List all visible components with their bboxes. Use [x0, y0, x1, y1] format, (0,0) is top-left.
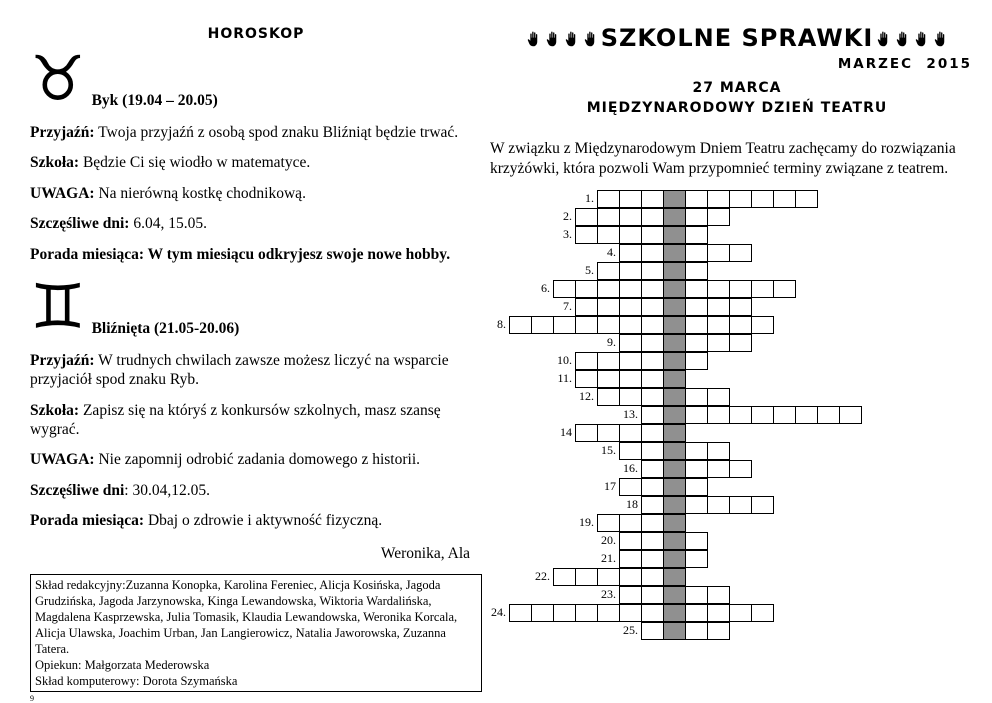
credits-line: Opiekun: Małgorzata Mederowska — [35, 657, 210, 672]
crossword-cell[interactable] — [619, 244, 642, 262]
crossword-cell[interactable] — [619, 604, 642, 622]
crossword-cell[interactable] — [685, 352, 708, 370]
hand-icon — [563, 30, 580, 47]
horoscope-entry — [30, 450, 482, 469]
crossword-cell[interactable] — [597, 370, 620, 388]
crossword-cell[interactable] — [685, 208, 708, 226]
entry-label: Porada miesiąca: — [30, 512, 145, 530]
event-date: 27 MARCA — [692, 80, 782, 96]
crossword-cell[interactable] — [641, 424, 664, 442]
masthead — [490, 24, 984, 52]
entry-label: Szkoła: — [30, 401, 80, 419]
crossword-cell[interactable] — [509, 604, 532, 622]
crossword-cell[interactable] — [597, 604, 620, 622]
crossword-cell[interactable] — [707, 406, 730, 424]
crossword-cell[interactable] — [553, 280, 576, 298]
entry-label: UWAGA: — [30, 184, 95, 202]
crossword-cell[interactable] — [641, 316, 664, 334]
crossword-cell[interactable] — [729, 316, 752, 334]
page-number: 9 — [30, 693, 34, 703]
crossword-cell[interactable] — [619, 478, 642, 496]
crossword-cell[interactable] — [751, 280, 774, 298]
crossword-cell[interactable] — [553, 316, 576, 334]
crossword-cell[interactable] — [773, 280, 796, 298]
crossword-cell[interactable] — [641, 388, 664, 406]
crossword-cell[interactable] — [597, 316, 620, 334]
crossword-cell[interactable] — [795, 190, 818, 208]
crossword-cell[interactable] — [729, 334, 752, 352]
entry-text: : 30.04,12.05. — [124, 481, 210, 499]
event-title: MIĘDZYNARODOWY DZIEŃ TEATRU — [586, 100, 888, 117]
crossword-cell[interactable] — [619, 514, 642, 532]
crossword-cell[interactable] — [729, 496, 752, 514]
crossword-cell[interactable] — [641, 370, 664, 388]
crossword-clue-number: 16. — [623, 461, 638, 475]
crossword-cell[interactable] — [641, 478, 664, 496]
crossword-clue-number: 19. — [579, 515, 594, 529]
crossword-grid — [491, 190, 980, 645]
crossword-row — [560, 424, 686, 442]
crossword-clue-number: 18 — [626, 497, 638, 511]
crossword-cell[interactable] — [707, 586, 730, 604]
crossword-cell[interactable] — [641, 514, 664, 532]
crossword-cell[interactable] — [707, 604, 730, 622]
hand-icon — [544, 30, 561, 47]
crossword-cell[interactable] — [641, 226, 664, 244]
crossword-cell[interactable] — [751, 496, 774, 514]
crossword-cell[interactable] — [751, 604, 774, 622]
crossword-clue-number: 14 — [560, 425, 572, 439]
crossword-cell[interactable] — [707, 496, 730, 514]
crossword-cell[interactable] — [729, 244, 752, 262]
crossword-cell[interactable] — [553, 568, 576, 586]
horoscope-entry — [30, 401, 482, 440]
crossword-row — [601, 586, 730, 604]
crossword-row — [623, 460, 752, 478]
crossword-clue-number: 17 — [604, 479, 616, 493]
entry-text: Będzie Ci się wiodło w matematyce. — [79, 154, 311, 172]
hand-icons-left — [524, 30, 600, 47]
crossword-cell[interactable] — [707, 388, 730, 406]
crossword-cell-shaded[interactable] — [663, 370, 686, 388]
crossword-cell[interactable] — [597, 262, 620, 280]
crossword-cell[interactable] — [707, 334, 730, 352]
crossword-row — [607, 244, 752, 262]
crossword-row — [563, 226, 708, 244]
crossword-clue-number: 20. — [601, 533, 616, 547]
crossword-cell[interactable] — [619, 262, 642, 280]
crossword-cell[interactable] — [685, 478, 708, 496]
gemini-section-head — [30, 269, 482, 343]
crossword-cell[interactable] — [685, 532, 708, 550]
intro-text: W związku z Międzynarodowym Dniem Teatru zachęcamy do rozwiązania krzyżówki, która pozwoli Wam przypomnieć terminy związane z teatrem. — [490, 139, 956, 177]
crossword-cell-shaded[interactable] — [663, 262, 686, 280]
authors-signature: Weronika, Ala — [380, 544, 470, 562]
crossword-cell-shaded[interactable] — [663, 604, 686, 622]
crossword-clue-number: 24. — [491, 605, 506, 619]
hand-icon — [582, 30, 599, 47]
crossword-clue-number: 12. — [579, 389, 594, 403]
crossword-row — [604, 478, 708, 496]
crossword-clue-number: 7. — [563, 299, 572, 313]
crossword-cell[interactable] — [685, 244, 708, 262]
crossword-row — [557, 352, 708, 370]
credits-box — [30, 574, 482, 692]
crossword-cell[interactable] — [707, 280, 730, 298]
crossword-cell[interactable] — [531, 316, 554, 334]
crossword-cell-shaded[interactable] — [663, 478, 686, 496]
credits-line: Skład redakcyjny:Zuzanna Konopka, Karolina Fereniec, Alicja Kosińska, Jagoda Grudzińska, Jagoda Jarzynowska, Kinga Lewandowska, Wiktoria Wardalińska, Magdalena Kasprzewska, Julia Tomasik, Klaudia Lewandowska, Weronika Korcala, Alicja Ulawska, Joachim Urban, Jan Langierowicz, Natalia Jaworowska, Zuzanna Tatera. — [35, 577, 458, 656]
entry-text: Zapisz się na któryś z konkursów szkolnych, masz szansę wygrać. — [30, 401, 441, 438]
issue-date: MARZEC 2015 — [837, 56, 972, 72]
crossword-row — [541, 280, 796, 298]
crossword-cell-shaded[interactable] — [663, 442, 686, 460]
taurus-section-head — [30, 42, 482, 115]
crossword-clue-number: 25. — [623, 623, 638, 637]
horoscope-entry — [30, 123, 482, 142]
crossword-clue-number: 15. — [601, 443, 616, 457]
crossword-clue-number: 4. — [607, 245, 616, 259]
entry-text: W tym miesiącu odkryjesz swoje nowe hobby. — [144, 245, 451, 263]
entry-label: Przyjaźń: — [30, 351, 95, 369]
horoskop-title: HOROSKOP — [207, 26, 305, 42]
crossword-clue-number: 23. — [601, 587, 616, 601]
crossword-cell[interactable] — [751, 316, 774, 334]
crossword-cell[interactable] — [729, 190, 752, 208]
crossword-row — [557, 370, 686, 388]
horoscope-entry — [30, 184, 482, 203]
crossword-cell[interactable] — [575, 208, 598, 226]
crossword-cell[interactable] — [575, 280, 598, 298]
crossword-row — [585, 262, 708, 280]
crossword-cell[interactable] — [597, 298, 620, 316]
crossword-cell[interactable] — [707, 244, 730, 262]
crossword-cell[interactable] — [729, 280, 752, 298]
crossword-cell[interactable] — [773, 190, 796, 208]
horoscope-entry — [30, 481, 482, 500]
entry-label: Porada miesiąca: — [30, 245, 145, 263]
crossword-cell-shaded[interactable] — [663, 334, 686, 352]
crossword-cell[interactable] — [641, 334, 664, 352]
crossword-cell[interactable] — [751, 406, 774, 424]
crossword-cell-shaded[interactable] — [663, 190, 686, 208]
crossword-cell[interactable] — [619, 190, 642, 208]
horoscope-entry — [30, 214, 482, 233]
crossword-cell[interactable] — [597, 424, 620, 442]
crossword-cell[interactable] — [575, 568, 598, 586]
horoscope-entry — [30, 351, 482, 390]
crossword-cell[interactable] — [641, 532, 664, 550]
crossword-cell[interactable] — [729, 298, 752, 316]
crossword-cell[interactable] — [641, 460, 664, 478]
crossword-cell[interactable] — [641, 244, 664, 262]
crossword-cell[interactable] — [685, 280, 708, 298]
crossword-cell[interactable] — [707, 442, 730, 460]
crossword-cell[interactable] — [707, 208, 730, 226]
credits-line: Skład komputerowy: Dorota Szymańska — [35, 673, 238, 688]
crossword-row — [579, 388, 730, 406]
crossword-cell-shaded[interactable] — [663, 424, 686, 442]
crossword-cell[interactable] — [773, 406, 796, 424]
crossword-row — [601, 532, 708, 550]
right-column — [490, 24, 984, 194]
crossword-cell[interactable] — [685, 496, 708, 514]
masthead-title: SZKOLNE SPRAWKI — [600, 24, 874, 52]
crossword-cell[interactable] — [575, 604, 598, 622]
crossword-cell[interactable] — [707, 190, 730, 208]
crossword-cell[interactable] — [641, 568, 664, 586]
crossword-clue-number: 11. — [557, 371, 572, 385]
crossword-clue-number: 8. — [497, 317, 506, 331]
crossword-cell[interactable] — [641, 406, 664, 424]
crossword-cell-shaded[interactable] — [663, 568, 686, 586]
crossword-cell[interactable] — [619, 352, 642, 370]
entry-text: Twoja przyjaźń z osobą spod znaku Bliźniąt będzie trwać. — [94, 124, 459, 141]
crossword-clue-number: 3. — [563, 227, 572, 241]
crossword-clue-number: 10. — [557, 353, 572, 367]
crossword-row — [601, 550, 708, 568]
left-column — [30, 26, 482, 703]
crossword-cell[interactable] — [685, 388, 708, 406]
hand-icons-right — [874, 30, 950, 47]
crossword-cell[interactable] — [641, 208, 664, 226]
crossword-cell[interactable] — [597, 280, 620, 298]
crossword-cell[interactable] — [641, 586, 664, 604]
crossword-cell[interactable] — [619, 586, 642, 604]
crossword-cell[interactable] — [619, 568, 642, 586]
horoscope-entry — [30, 511, 482, 530]
crossword-row — [623, 406, 862, 424]
crossword-cell[interactable] — [575, 352, 598, 370]
crossword-row — [491, 604, 774, 622]
crossword-cell[interactable] — [619, 442, 642, 460]
crossword-cell[interactable] — [685, 406, 708, 424]
crossword-cell-shaded[interactable] — [663, 406, 686, 424]
crossword-cell[interactable] — [531, 604, 554, 622]
crossword-cell[interactable] — [597, 568, 620, 586]
crossword-row — [607, 334, 752, 352]
crossword-cell-shaded[interactable] — [663, 496, 686, 514]
crossword-cell[interactable] — [619, 208, 642, 226]
entry-label: Szczęśliwe dni — [30, 481, 125, 499]
crossword-cell[interactable] — [597, 208, 620, 226]
crossword-cell-shaded[interactable] — [663, 298, 686, 316]
crossword-cell[interactable] — [619, 334, 642, 352]
crossword-clue-number: 21. — [601, 551, 616, 565]
crossword-cell[interactable] — [729, 604, 752, 622]
crossword-cell[interactable] — [553, 604, 576, 622]
crossword-cell[interactable] — [619, 280, 642, 298]
crossword-cell[interactable] — [729, 460, 752, 478]
crossword-clue-number: 22. — [535, 569, 550, 583]
hand-icon — [525, 30, 542, 47]
crossword-cell[interactable] — [575, 370, 598, 388]
crossword-clue-number: 13. — [623, 407, 638, 421]
crossword-cell[interactable] — [619, 370, 642, 388]
crossword-cell[interactable] — [641, 442, 664, 460]
crossword-row — [626, 496, 774, 514]
crossword-row — [579, 514, 686, 532]
crossword-cell[interactable] — [685, 604, 708, 622]
crossword-cell[interactable] — [597, 352, 620, 370]
gemini-icon: ♊ — [30, 269, 86, 343]
crossword-cell-shaded[interactable] — [663, 280, 686, 298]
crossword-cell[interactable] — [575, 226, 598, 244]
entry-text: Dbaj o zdrowie i aktywność fizyczną. — [144, 512, 383, 530]
crossword-row — [585, 190, 818, 208]
event-heading — [490, 78, 984, 119]
horoscope-entry — [30, 245, 482, 264]
crossword-cell[interactable] — [685, 460, 708, 478]
entry-text: Nie zapomnij odrobić zadania domowego z historii. — [94, 451, 421, 469]
crossword-cell[interactable] — [751, 190, 774, 208]
crossword-cell[interactable] — [707, 316, 730, 334]
crossword-cell-shaded[interactable] — [663, 244, 686, 262]
crossword-row — [497, 316, 774, 334]
crossword-cell[interactable] — [597, 226, 620, 244]
entry-label: UWAGA: — [30, 451, 95, 469]
crossword-cell[interactable] — [641, 280, 664, 298]
entry-label: Przyjaźń: — [30, 124, 95, 141]
crossword-cell[interactable] — [817, 406, 840, 424]
crossword-clue-number: 6. — [541, 281, 550, 295]
crossword-cell-shaded[interactable] — [663, 514, 686, 532]
crossword-cell[interactable] — [685, 316, 708, 334]
crossword-cell[interactable] — [619, 388, 642, 406]
entry-text: W trudnych chwilach zawsze możesz liczyć na wsparcie przyjaciół spod znaku Ryb. — [30, 351, 449, 389]
entry-text: Na nierówną kostkę chodnikową. — [94, 184, 306, 202]
crossword-cell[interactable] — [685, 298, 708, 316]
crossword-cell-shaded[interactable] — [663, 622, 686, 640]
crossword-cell-shaded[interactable] — [663, 532, 686, 550]
crossword-cell[interactable] — [641, 262, 664, 280]
crossword-cell[interactable] — [597, 514, 620, 532]
gemini-name: Bliźnięta (21.05-20.06) — [91, 319, 240, 337]
crossword-clue-number: 9. — [607, 335, 616, 349]
crossword-cell[interactable] — [619, 550, 642, 568]
crossword-cell[interactable] — [685, 226, 708, 244]
crossword-row — [623, 622, 730, 640]
crossword-cell[interactable] — [707, 298, 730, 316]
crossword-clue-number: 5. — [585, 263, 594, 277]
crossword-cell[interactable] — [707, 460, 730, 478]
crossword-cell[interactable] — [597, 388, 620, 406]
crossword-row — [535, 568, 686, 586]
crossword-cell[interactable] — [619, 424, 642, 442]
crossword-cell[interactable] — [707, 622, 730, 640]
crossword-cell[interactable] — [509, 316, 532, 334]
crossword-cell-shaded[interactable] — [663, 586, 686, 604]
entry-label: Szczęśliwe dni: — [30, 215, 130, 233]
crossword-cell[interactable] — [839, 406, 862, 424]
crossword-cell-shaded[interactable] — [663, 352, 686, 370]
crossword-cell[interactable] — [685, 550, 708, 568]
crossword-cell[interactable] — [575, 316, 598, 334]
crossword-cell[interactable] — [641, 496, 664, 514]
crossword-cell[interactable] — [795, 406, 818, 424]
crossword-cell[interactable] — [641, 190, 664, 208]
crossword-cell[interactable] — [575, 424, 598, 442]
crossword-cell[interactable] — [597, 190, 620, 208]
entry-label: Szkoła: — [30, 154, 80, 172]
crossword-cell[interactable] — [641, 622, 664, 640]
crossword-cell[interactable] — [685, 262, 708, 280]
crossword-row — [563, 208, 730, 226]
crossword-cell[interactable] — [619, 532, 642, 550]
crossword-cell[interactable] — [685, 622, 708, 640]
crossword-row — [601, 442, 730, 460]
crossword-cell[interactable] — [619, 316, 642, 334]
hand-icon — [913, 30, 930, 47]
crossword-cell-shaded[interactable] — [663, 388, 686, 406]
crossword-row — [563, 298, 752, 316]
crossword-cell[interactable] — [641, 550, 664, 568]
crossword-cell[interactable] — [619, 226, 642, 244]
crossword-cell[interactable] — [685, 586, 708, 604]
crossword-cell-shaded[interactable] — [663, 316, 686, 334]
entry-text: 6.04, 15.05. — [129, 215, 207, 233]
crossword-cell-shaded[interactable] — [663, 226, 686, 244]
horoscope-entry — [30, 153, 482, 172]
crossword-cell[interactable] — [729, 406, 752, 424]
crossword-cell[interactable] — [641, 298, 664, 316]
taurus-name: Byk (19.04 – 20.05) — [91, 92, 218, 109]
crossword-cell[interactable] — [685, 442, 708, 460]
crossword-cell[interactable] — [619, 298, 642, 316]
hand-icon — [894, 30, 911, 47]
hand-icon — [932, 30, 949, 47]
hand-icon — [875, 30, 892, 47]
crossword-cell[interactable] — [685, 190, 708, 208]
crossword-cell-shaded[interactable] — [663, 208, 686, 226]
taurus-icon: ♉ — [30, 42, 86, 115]
crossword-cell[interactable] — [575, 298, 598, 316]
crossword-cell[interactable] — [685, 334, 708, 352]
crossword-cell[interactable] — [641, 604, 664, 622]
crossword-cell[interactable] — [641, 352, 664, 370]
crossword-clue-number: 2. — [563, 209, 572, 223]
crossword-clue-number: 1. — [585, 191, 594, 205]
crossword-cell-shaded[interactable] — [663, 550, 686, 568]
crossword-cell-shaded[interactable] — [663, 460, 686, 478]
